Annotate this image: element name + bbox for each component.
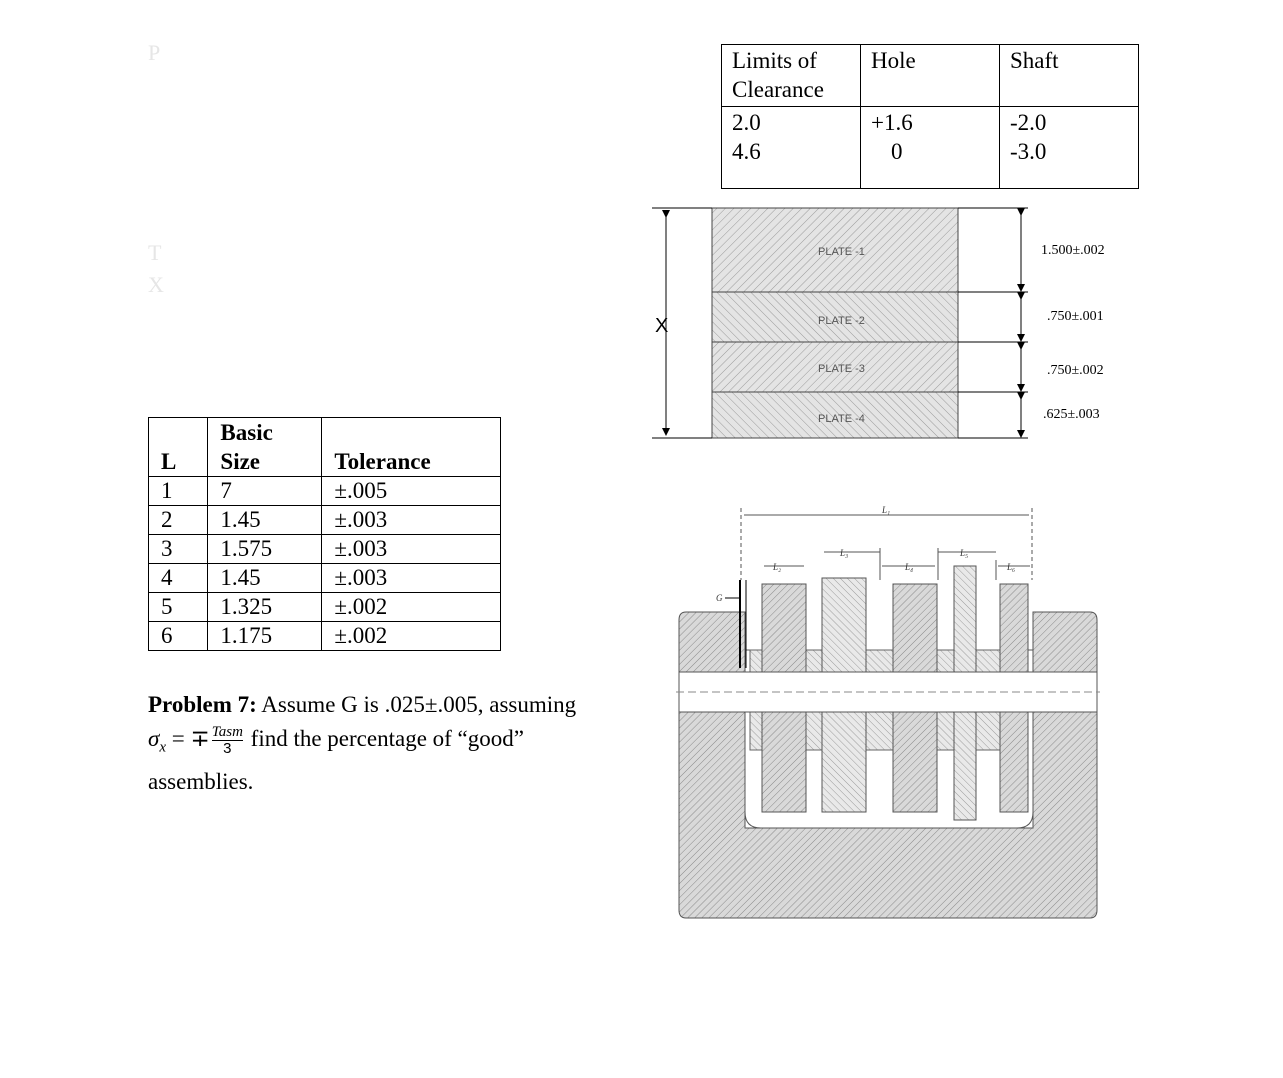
dimension-label: L₄ [905,562,914,572]
problem-text: find the percentage of “good” [244,726,524,751]
shaft-value: -2.0 [1010,110,1047,135]
dimension-label: L₆ [1007,562,1016,572]
plate-label: PLATE -4 [818,413,865,425]
plate-dimension: .625±.003 [1043,407,1100,422]
limit-value: 4.6 [732,139,761,164]
plate-label: PLATE -2 [818,315,865,327]
hole-value: 0 [891,139,903,164]
shaft-assembly [676,505,1100,918]
plate-label: PLATE -3 [818,363,865,375]
l-cell: 2 [149,506,208,535]
faded-text: T [148,240,162,265]
size-cell: 1.325 [208,593,322,622]
plate-stack [652,208,1105,438]
table-row [149,477,501,506]
overall-dimension-label: X [655,315,669,337]
problem-line-3: assemblies. [148,768,254,794]
faded-text: P [148,40,161,65]
l-cell: 5 [149,593,208,622]
dimension-label: L₁ [882,505,891,515]
size-cell: 1.45 [208,564,322,593]
header-limits: Limits of Clearance [722,45,861,107]
tol-cell: ±.002 [322,622,501,651]
gap-label: G [716,593,723,603]
table-row [149,564,501,593]
size-cell: 1.175 [208,622,322,651]
tol-cell: ±.003 [322,506,501,535]
tol-cell: ±.003 [322,535,501,564]
table-row [149,622,501,651]
l-cell: 1 [149,477,208,506]
table-row [149,506,501,535]
header-shaft: Shaft [1000,45,1139,107]
dimension-label: L₂ [773,562,782,572]
shaft-value: -3.0 [1010,139,1047,164]
plate-label: PLATE -1 [818,246,865,258]
fraction-numerator: Tasm [211,724,243,741]
fraction-denominator: 3 [223,740,232,758]
header-tolerance: Tolerance [322,418,501,477]
sigma-symbol: σ [148,726,160,751]
tol-cell: ±.002 [322,593,501,622]
dimension-label: L₃ [840,548,849,558]
l-cell: 3 [149,535,208,564]
size-cell: 1.575 [208,535,322,564]
header-size: Size [220,449,261,474]
size-cell: 7 [208,477,322,506]
tol-cell: ±.003 [322,564,501,593]
limit-value: 2.0 [732,110,761,135]
problem-line-1 [148,688,648,722]
tol-cell: ±.005 [322,477,501,506]
problem-statement [148,688,648,799]
sigma-subscript: x [159,739,167,756]
plate-dimension: 1.500±.002 [1041,243,1105,258]
faded-text: X [148,272,164,297]
header-basic: Basic [220,420,273,445]
equals-sign: = ∓ [166,726,210,751]
table-row [149,593,501,622]
plate-dimension: .750±.002 [1047,363,1104,378]
table-row [149,535,501,564]
hole-value: +1.6 [871,110,913,135]
fraction [212,725,243,756]
problem-text: Assume G is .025±.005, assuming [261,692,577,717]
problem-title: Problem 7: [148,692,257,717]
header-l: L [149,418,208,477]
header-hole: Hole [861,45,1000,107]
problem-line-2 [148,722,648,765]
tolerance-table [148,417,501,651]
l-cell: 6 [149,622,208,651]
size-cell: 1.45 [208,506,322,535]
dimension-label: L₅ [960,548,969,558]
plate-dimension: .750±.001 [1047,309,1104,324]
l-cell: 4 [149,564,208,593]
header-basic-size [208,418,322,477]
